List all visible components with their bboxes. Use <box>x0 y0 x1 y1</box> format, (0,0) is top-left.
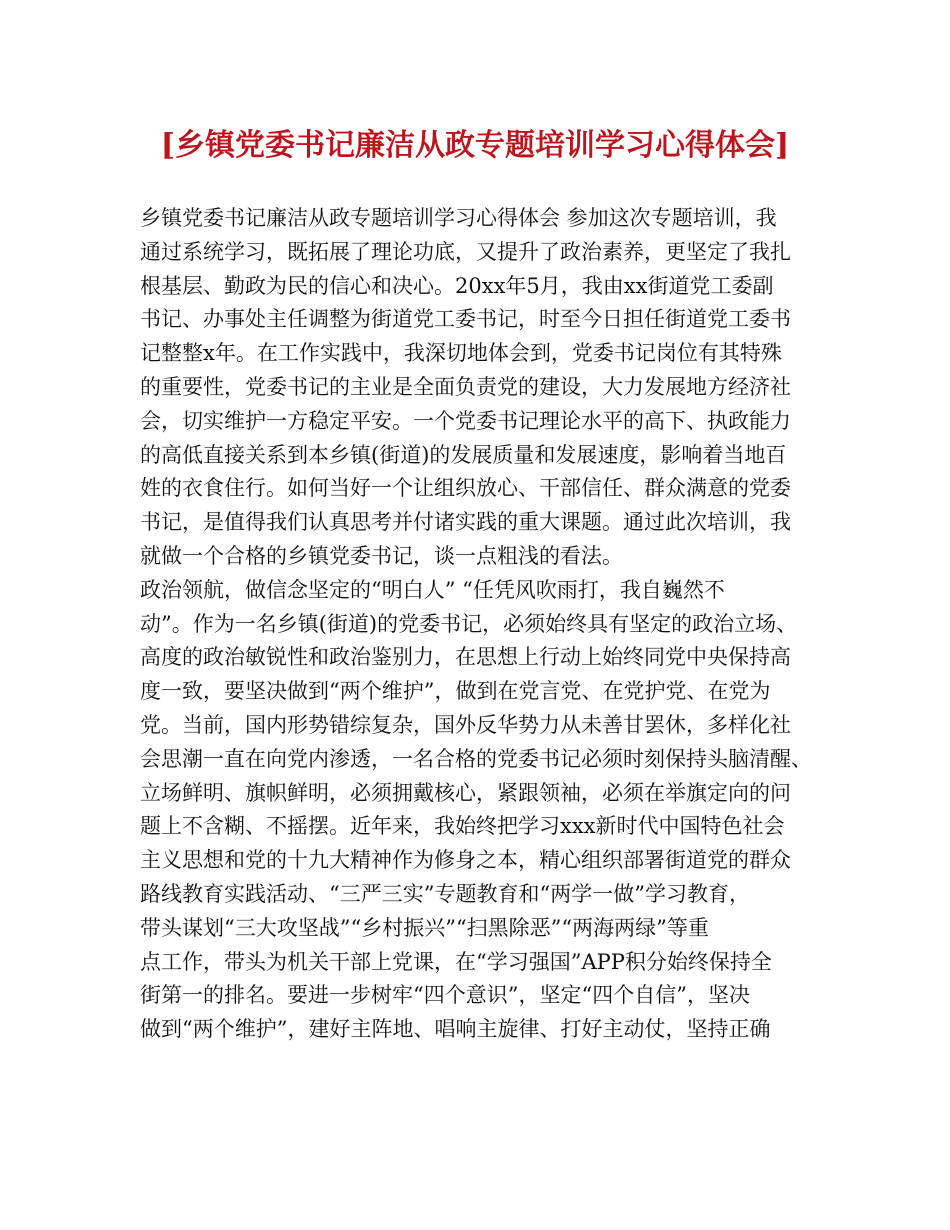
body-line: 高度的政治敏锐性和政治鉴别力，在思想上行动上始终同党中央保持高 <box>140 645 791 670</box>
body-line: 书记，是值得我们认真思考并付诸实践的重大课题。通过此次培训，我 <box>140 510 791 535</box>
section-heading-line: 政治领航，做信念坚定的“明白人” “任凭风吹雨打，我自巍然不 <box>140 577 725 602</box>
body-line: 党。当前，国内形势错综复杂，国外反华势力从未善甘罢休，多样化社 <box>140 712 791 737</box>
body-line: 的高低直接关系到本乡镇(街道)的发展质量和发展速度，影响着当地百 <box>140 442 787 467</box>
body-line: 街第一的排名。要进一步树牢“四个意识”，坚定“四个自信”，坚决 <box>140 983 750 1008</box>
body-line: 立场鲜明、旗帜鲜明，必须拥戴核心，紧跟领袖，必须在举旗定向的问 <box>140 780 791 805</box>
document-body <box>140 202 825 1047</box>
body-line: 的重要性，党委书记的主业是全面负责党的建设，大力发展地方经济社 <box>140 374 791 399</box>
body-line: 路线教育实践活动、“三严三实”专题教育和“两学一做”学习教育， <box>140 881 750 906</box>
document-title: [乡镇党委书记廉洁从政专题培训学习心得体会] <box>160 128 790 163</box>
body-line: 乡镇党委书记廉洁从政专题培训学习心得体会 参加这次专题培训，我 <box>140 206 777 230</box>
body-line: 记整整x年。在工作实践中，我深切地体会到，党委书记岗位有其特殊 <box>140 341 782 366</box>
body-line: 度一致，要坚决做到“两个维护”，做到在党言党、在党护党、在党为 <box>140 679 771 704</box>
body-line: 带头谋划“三大攻坚战”“乡村振兴”“扫黑除恶”“两海两绿”等重 <box>140 915 709 940</box>
body-line: 题上不含糊、不摇摆。近年来，我始终把学习xxx新时代中国特色社会 <box>140 814 785 839</box>
body-line: 书记、办事处主任调整为街道党工委书记，时至今日担任街道党工委书 <box>140 307 791 332</box>
body-line: 会，切实维护一方稳定平安。一个党委书记理论水平的高下、执政能力 <box>140 408 791 433</box>
body-line: 会思潮一直在向党内渗透，一名合格的党委书记必须时刻保持头脑清醒、 <box>140 746 812 771</box>
body-line: 根基层、勤政为民的信心和决心。20xx年5月，我由xx街道党工委副 <box>140 273 774 298</box>
body-line: 就做一个合格的乡镇党委书记，谈一点粗浅的看法。 <box>140 543 623 568</box>
body-line: 点工作，带头为机关干部上党课，在“学习强国”APP积分始终保持全 <box>140 949 772 974</box>
body-line: 做到“两个维护”，建好主阵地、唱响主旋律、打好主动仗，坚持正确 <box>140 1017 771 1042</box>
body-line: 主义思想和党的十九大精神作为修身之本，精心组织部署街道党的群众 <box>140 848 791 873</box>
body-line: 姓的衣食住行。如何当好一个让组织放心、干部信任、群众满意的党委 <box>140 476 791 501</box>
body-line: 动”。作为一名乡镇(街道)的党委书记，必须始终具有坚定的政治立场、 <box>140 611 798 636</box>
body-line: 通过系统学习，既拓展了理论功底，又提升了政治素养，更坚定了我扎 <box>140 239 791 264</box>
